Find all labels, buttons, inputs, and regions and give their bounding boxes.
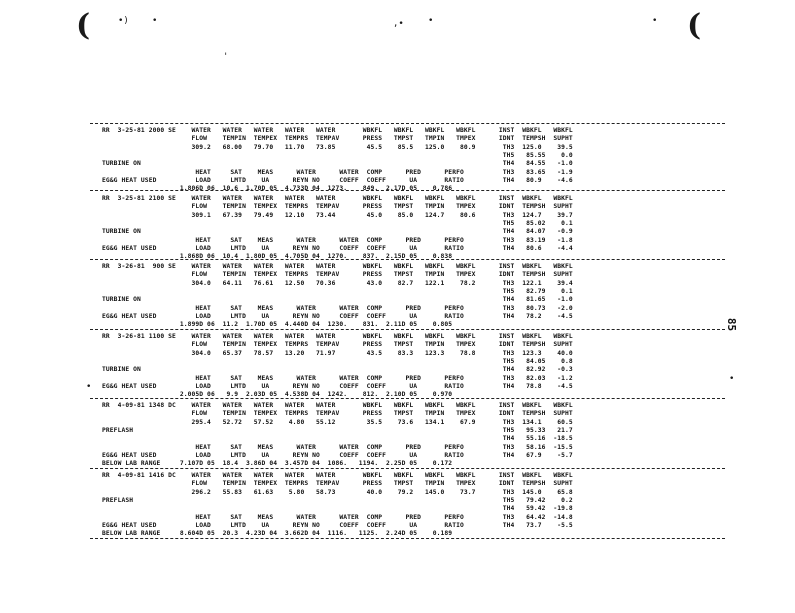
record-line: RR 4-09-81 1348 DC WATER WATER WATER WATER WATER WBKFL WBKFL WBKFL WBKFL INST WBKFL WBKFL: [102, 402, 573, 409]
record-line: 309.2 68.00 79.70 11.70 73.85 45.5 85.5 125.0 80.9 TH3 125.0 39.5: [102, 143, 573, 151]
record-line: 1.806D 06 10.6 1.70D 05 4.733D 04 1273. 849. 2.17D 05 0.786: [102, 185, 453, 193]
record-line: 1.899D 06 11.2 1.70D 05 4.440D 04 1230. 831. 2.11D 05 0.805: [102, 321, 453, 329]
record-line: FLOW TEMPIN TEMPEX TEMPRS TEMPAV PRESS TMPST TMPIN TMPEX IDNT TEMPSH SUPHT: [102, 135, 573, 143]
speck-mark: •: [152, 16, 158, 26]
record-line: HEAT SAT MEAS WATER WATER COMP PRED PERFO TH3 58.16 -15.5: [102, 443, 573, 451]
speck-mark: •: [86, 382, 92, 392]
record-line: EG&G HEAT USED LOAD LMTD UA REYN NO COEFF COEFF UA RATIO TH4 78.2 -4.5: [102, 312, 573, 320]
record-line: HEAT SAT MEAS WATER WATER COMP PRED PERFO TH3 82.03 -1.2: [102, 374, 573, 382]
record-line: EG&G HEAT USED LOAD LMTD UA REYN NO COEFF COEFF UA RATIO TH4 80.6 -4.4: [102, 244, 573, 252]
record-line: FLOW TEMPIN TEMPEX TEMPRS TEMPAV PRESS TMPST TMPIN TMPEX IDNT TEMPSH SUPHT: [102, 341, 573, 349]
record-line: FLOW TEMPIN TEMPEX TEMPRS TEMPAV PRESS TMPST TMPIN TMPEX IDNT TEMPSH SUPHT: [102, 203, 573, 211]
record-line: HEAT SAT MEAS WATER WATER COMP PRED PERFO TH3 64.42 -14.8: [102, 513, 573, 521]
record-line: TH4 59.42 -19.8: [102, 505, 573, 513]
record-line: TURBINE ON TH4 84.07 -0.9: [102, 228, 573, 236]
speck-mark: ': [223, 52, 229, 62]
speck-mark: •: [729, 374, 735, 384]
data-record: [102, 127, 722, 199]
record-line: RR 4-09-81 1416 DC WATER WATER WATER WATER WATER WBKFL WBKFL WBKFL WBKFL INST WBKFL WBKFL: [102, 472, 573, 479]
record-line: RR 3-26-81 900 SE WATER WATER WATER WATER WATER WBKFL WBKFL WBKFL WBKFL INST WBKFL WBKFL: [102, 263, 573, 270]
record-line: HEAT SAT MEAS WATER WATER COMP PRED PERFO TH3 80.73 -2.0: [102, 304, 573, 312]
record-line: RR 3-25-81 2100 SE WATER WATER WATER WATER WATER WBKFL WBKFL WBKFL WBKFL INST WBKFL WBKFL: [102, 195, 573, 202]
record-line: TH5 85.55 0.0: [102, 151, 573, 159]
record-line: EG&G HEAT USED LOAD LMTD UA REYN NO COEFF COEFF UA RATIO TH4 67.9 -5.7: [102, 451, 573, 459]
record-line: TH4 55.16 -18.5: [102, 435, 573, 443]
record-line: EG&G HEAT USED LOAD LMTD UA REYN NO COEFF COEFF UA RATIO TH4 73.7 -5.5: [102, 521, 573, 529]
record-line: EG&G HEAT USED LOAD LMTD UA REYN NO COEFF COEFF UA RATIO TH4 80.9 -4.6: [102, 176, 573, 184]
record-line: HEAT SAT MEAS WATER WATER COMP PRED PERFO TH3 83.65 -1.9: [102, 168, 573, 176]
record-line: EG&G HEAT USED LOAD LMTD UA REYN NO COEFF COEFF UA RATIO TH4 78.8 -4.5: [102, 382, 573, 390]
speck-mark: •: [428, 16, 434, 26]
record-line: TURBINE ON TH4 84.55 -1.0: [102, 160, 573, 168]
page-number: 85: [725, 317, 739, 332]
record-line: PREFLASH TH5 95.33 21.7: [102, 426, 573, 434]
data-record: [102, 472, 722, 544]
data-record: [102, 402, 722, 474]
data-record: [102, 263, 722, 335]
data-record: [102, 195, 722, 267]
record-line: 295.4 52.72 57.52 4.80 55.12 35.5 73.6 134.1 67.9 TH3 134.1 60.5: [102, 418, 573, 426]
record-line: 304.0 65.37 78.57 13.20 71.97 43.5 83.3 123.3 78.8 TH3 123.3 40.0: [102, 349, 573, 357]
speck-mark: •: [652, 16, 658, 26]
record-line: PREFLASH TH5 79.42 0.2: [102, 496, 573, 504]
speck-mark: ‚•: [393, 19, 404, 29]
binder-hole-left: (: [76, 8, 91, 43]
record-line: BELOW LAB RANGE 7.107D 05 18.4 3.86D 04 3.457D 04 1086. 1194. 2.25D 05 0.172: [102, 460, 453, 468]
record-line: FLOW TEMPIN TEMPEX TEMPRS TEMPAV PRESS TMPST TMPIN TMPEX IDNT TEMPSH SUPHT: [102, 271, 573, 279]
record-line: HEAT SAT MEAS WATER WATER COMP PRED PERFO TH3 83.19 -1.8: [102, 236, 573, 244]
record-separator: [90, 123, 725, 124]
record-line: TURBINE ON TH4 81.65 -1.0: [102, 296, 573, 304]
record-line: 309.1 67.39 79.49 12.10 73.44 45.0 85.0 124.7 80.6 TH3 124.7 39.7: [102, 211, 573, 219]
binder-hole-right: (: [687, 8, 702, 43]
record-line: TURBINE ON TH4 82.92 -0.3: [102, 366, 573, 374]
record-line: TH5 85.02 0.1: [102, 219, 573, 227]
record-line: TH5 84.05 0.8: [102, 357, 573, 365]
record-line: FLOW TEMPIN TEMPEX TEMPRS TEMPAV PRESS TMPST TMPIN TMPEX IDNT TEMPSH SUPHT: [102, 480, 573, 488]
speck-mark: •): [118, 16, 129, 26]
record-line: TH5 82.79 0.1: [102, 287, 573, 295]
record-line: 296.2 55.83 61.63 5.80 58.73 40.0 79.2 145.0 73.7 TH3 145.0 65.8: [102, 488, 573, 496]
record-line: 2.005D 06 9.9 2.03D 05 4.538D 04 1242. 812. 2.10D 05 0.970: [102, 391, 453, 399]
record-line: RR 3-25-81 2000 SE WATER WATER WATER WATER WATER WBKFL WBKFL WBKFL WBKFL INST WBKFL WBKFL: [102, 127, 573, 134]
record-line: FLOW TEMPIN TEMPEX TEMPRS TEMPAV PRESS TMPST TMPIN TMPEX IDNT TEMPSH SUPHT: [102, 410, 573, 418]
data-record: [102, 333, 722, 405]
record-line: RR 3-26-81 1100 SE WATER WATER WATER WATER WATER WBKFL WBKFL WBKFL WBKFL INST WBKFL WBKFL: [102, 333, 573, 340]
record-line: 304.0 64.11 76.61 12.50 70.36 43.0 82.7 122.1 78.2 TH3 122.1 39.4: [102, 279, 573, 287]
record-line: BELOW LAB RANGE 8.604D 05 20.3 4.23D 04 3.662D 04 1116. 1125. 2.24D 05 0.189: [102, 530, 453, 538]
record-line: 1.868D 06 10.4 1.80D 05 4.705D 04 1270. 837. 2.15D 05 0.838: [102, 253, 453, 261]
